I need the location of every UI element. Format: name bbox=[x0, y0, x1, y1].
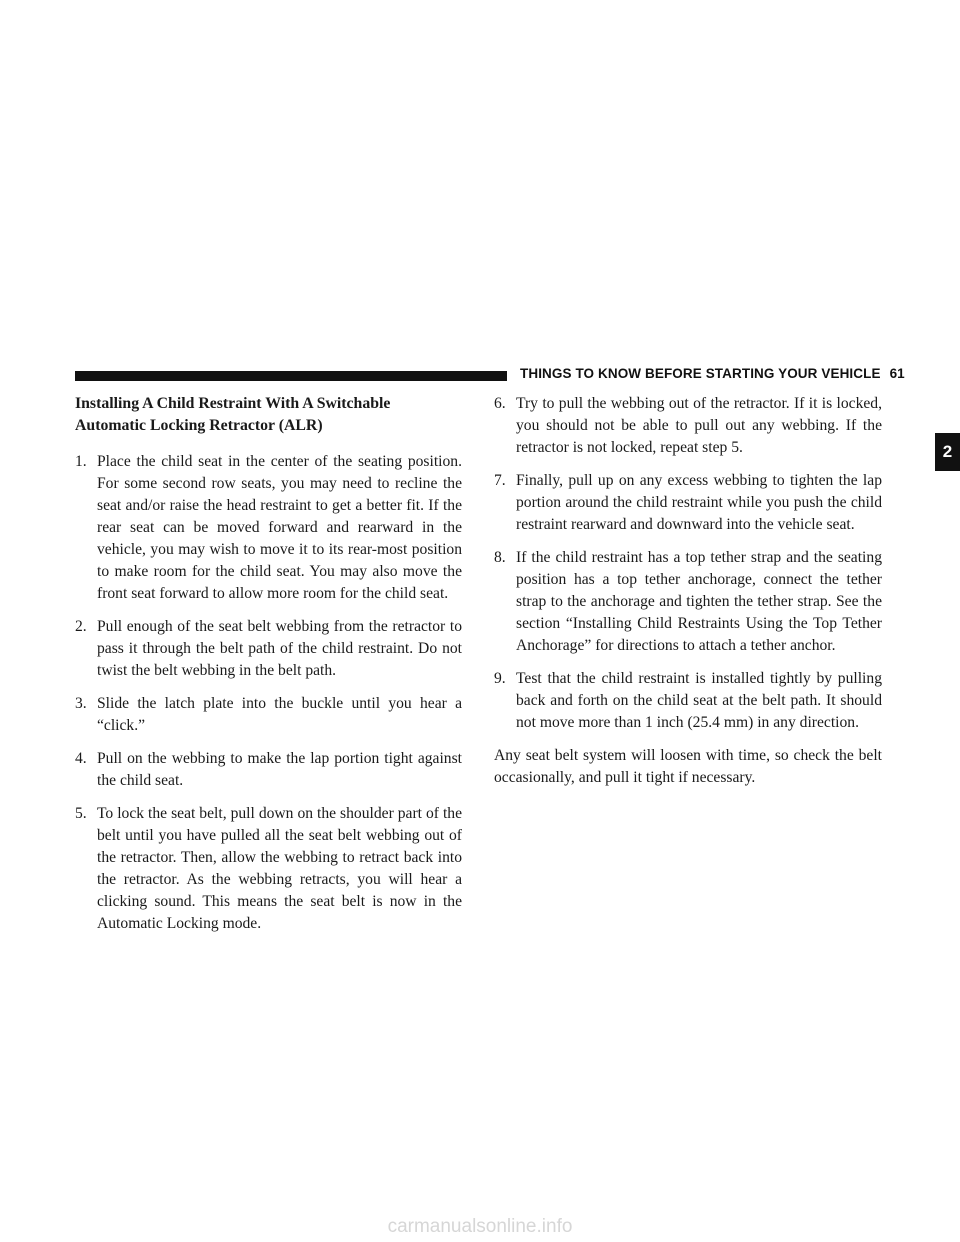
list-item bbox=[75, 616, 462, 682]
step-text: To lock the seat belt, pull down on the shoulder part of the belt until you have pulled all the seat belt webbing out of the retractor. Then, allow the webbing to retract back into the retractor. As the webbing retracts, you will hear a clicking sound. This means the seat belt is now in the Automatic Locking mode. bbox=[97, 805, 462, 932]
step-number: 8. bbox=[494, 549, 506, 566]
right-column bbox=[494, 393, 882, 789]
step-text: Slide the latch plate into the buckle until you hear a “click.” bbox=[97, 695, 462, 734]
list-item bbox=[494, 470, 882, 536]
steps-list-left bbox=[75, 451, 462, 935]
step-text: Place the child seat in the center of the seating position. For some second row seats, you may need to recline the seat and/or raise the head restraint to get a better fit. If the rear seat can be moved forward and rearward in the vehicle, you may wish to move it to its rear-most position to make room for the child seat. You may also move the front seat forward to allow more room for the child seat. bbox=[97, 453, 462, 602]
step-number: 5. bbox=[75, 805, 87, 822]
step-number: 2. bbox=[75, 618, 87, 635]
left-column bbox=[75, 393, 462, 946]
running-header bbox=[520, 366, 905, 381]
list-item bbox=[75, 748, 462, 792]
list-item bbox=[494, 547, 882, 657]
step-number: 1. bbox=[75, 453, 87, 470]
step-text: Pull on the webbing to make the lap portion tight against the child seat. bbox=[97, 750, 462, 789]
section-title-line1: Installing A Child Restraint With A Switchable bbox=[75, 395, 391, 412]
list-item bbox=[75, 803, 462, 935]
step-text: Pull enough of the seat belt webbing from the retractor to pass it through the belt path of the child restraint. Do not twist the belt webbing in the belt path. bbox=[97, 618, 462, 679]
step-text: Finally, pull up on any excess webbing to tighten the lap portion around the child restraint while you push the child restraint rearward and downward into the vehicle seat. bbox=[516, 472, 882, 533]
page-number: 61 bbox=[889, 366, 905, 381]
section-title-line2: Automatic Locking Retractor (ALR) bbox=[75, 417, 323, 434]
step-number: 3. bbox=[75, 695, 87, 712]
header-rule bbox=[75, 371, 507, 381]
section-title bbox=[75, 393, 462, 437]
list-item bbox=[494, 668, 882, 734]
steps-list-right bbox=[494, 393, 882, 734]
running-title: THINGS TO KNOW BEFORE STARTING YOUR VEHICLE bbox=[520, 366, 881, 381]
list-item bbox=[75, 451, 462, 605]
step-text: If the child restraint has a top tether strap and the seating position has a top tether anchorage, connect the tether strap to the anchorage and tighten the tether strap. See the section “Installing Child Restraints Using the Top Tether Anchorage” for directions to attach a tether anchor. bbox=[516, 549, 882, 654]
list-item bbox=[75, 693, 462, 737]
step-text: Try to pull the webbing out of the retractor. If it is locked, you should not be able to pull out any webbing. If the retractor is not locked, repeat step 5. bbox=[516, 395, 882, 456]
watermark: carmanualsonline.info bbox=[387, 1216, 573, 1237]
list-item bbox=[494, 393, 882, 459]
step-number: 9. bbox=[494, 670, 506, 687]
closing-paragraph: Any seat belt system will loosen with time, so check the belt occasionally, and pull it tight if necessary. bbox=[494, 747, 882, 786]
chapter-tab: 2 bbox=[935, 433, 960, 471]
step-text: Test that the child restraint is installed tightly by pulling back and forth on the child seat at the belt path. It should not move more than 1 inch (25.4 mm) in any direction. bbox=[516, 670, 882, 731]
step-number: 6. bbox=[494, 395, 506, 412]
step-number: 4. bbox=[75, 750, 87, 767]
step-number: 7. bbox=[494, 472, 506, 489]
